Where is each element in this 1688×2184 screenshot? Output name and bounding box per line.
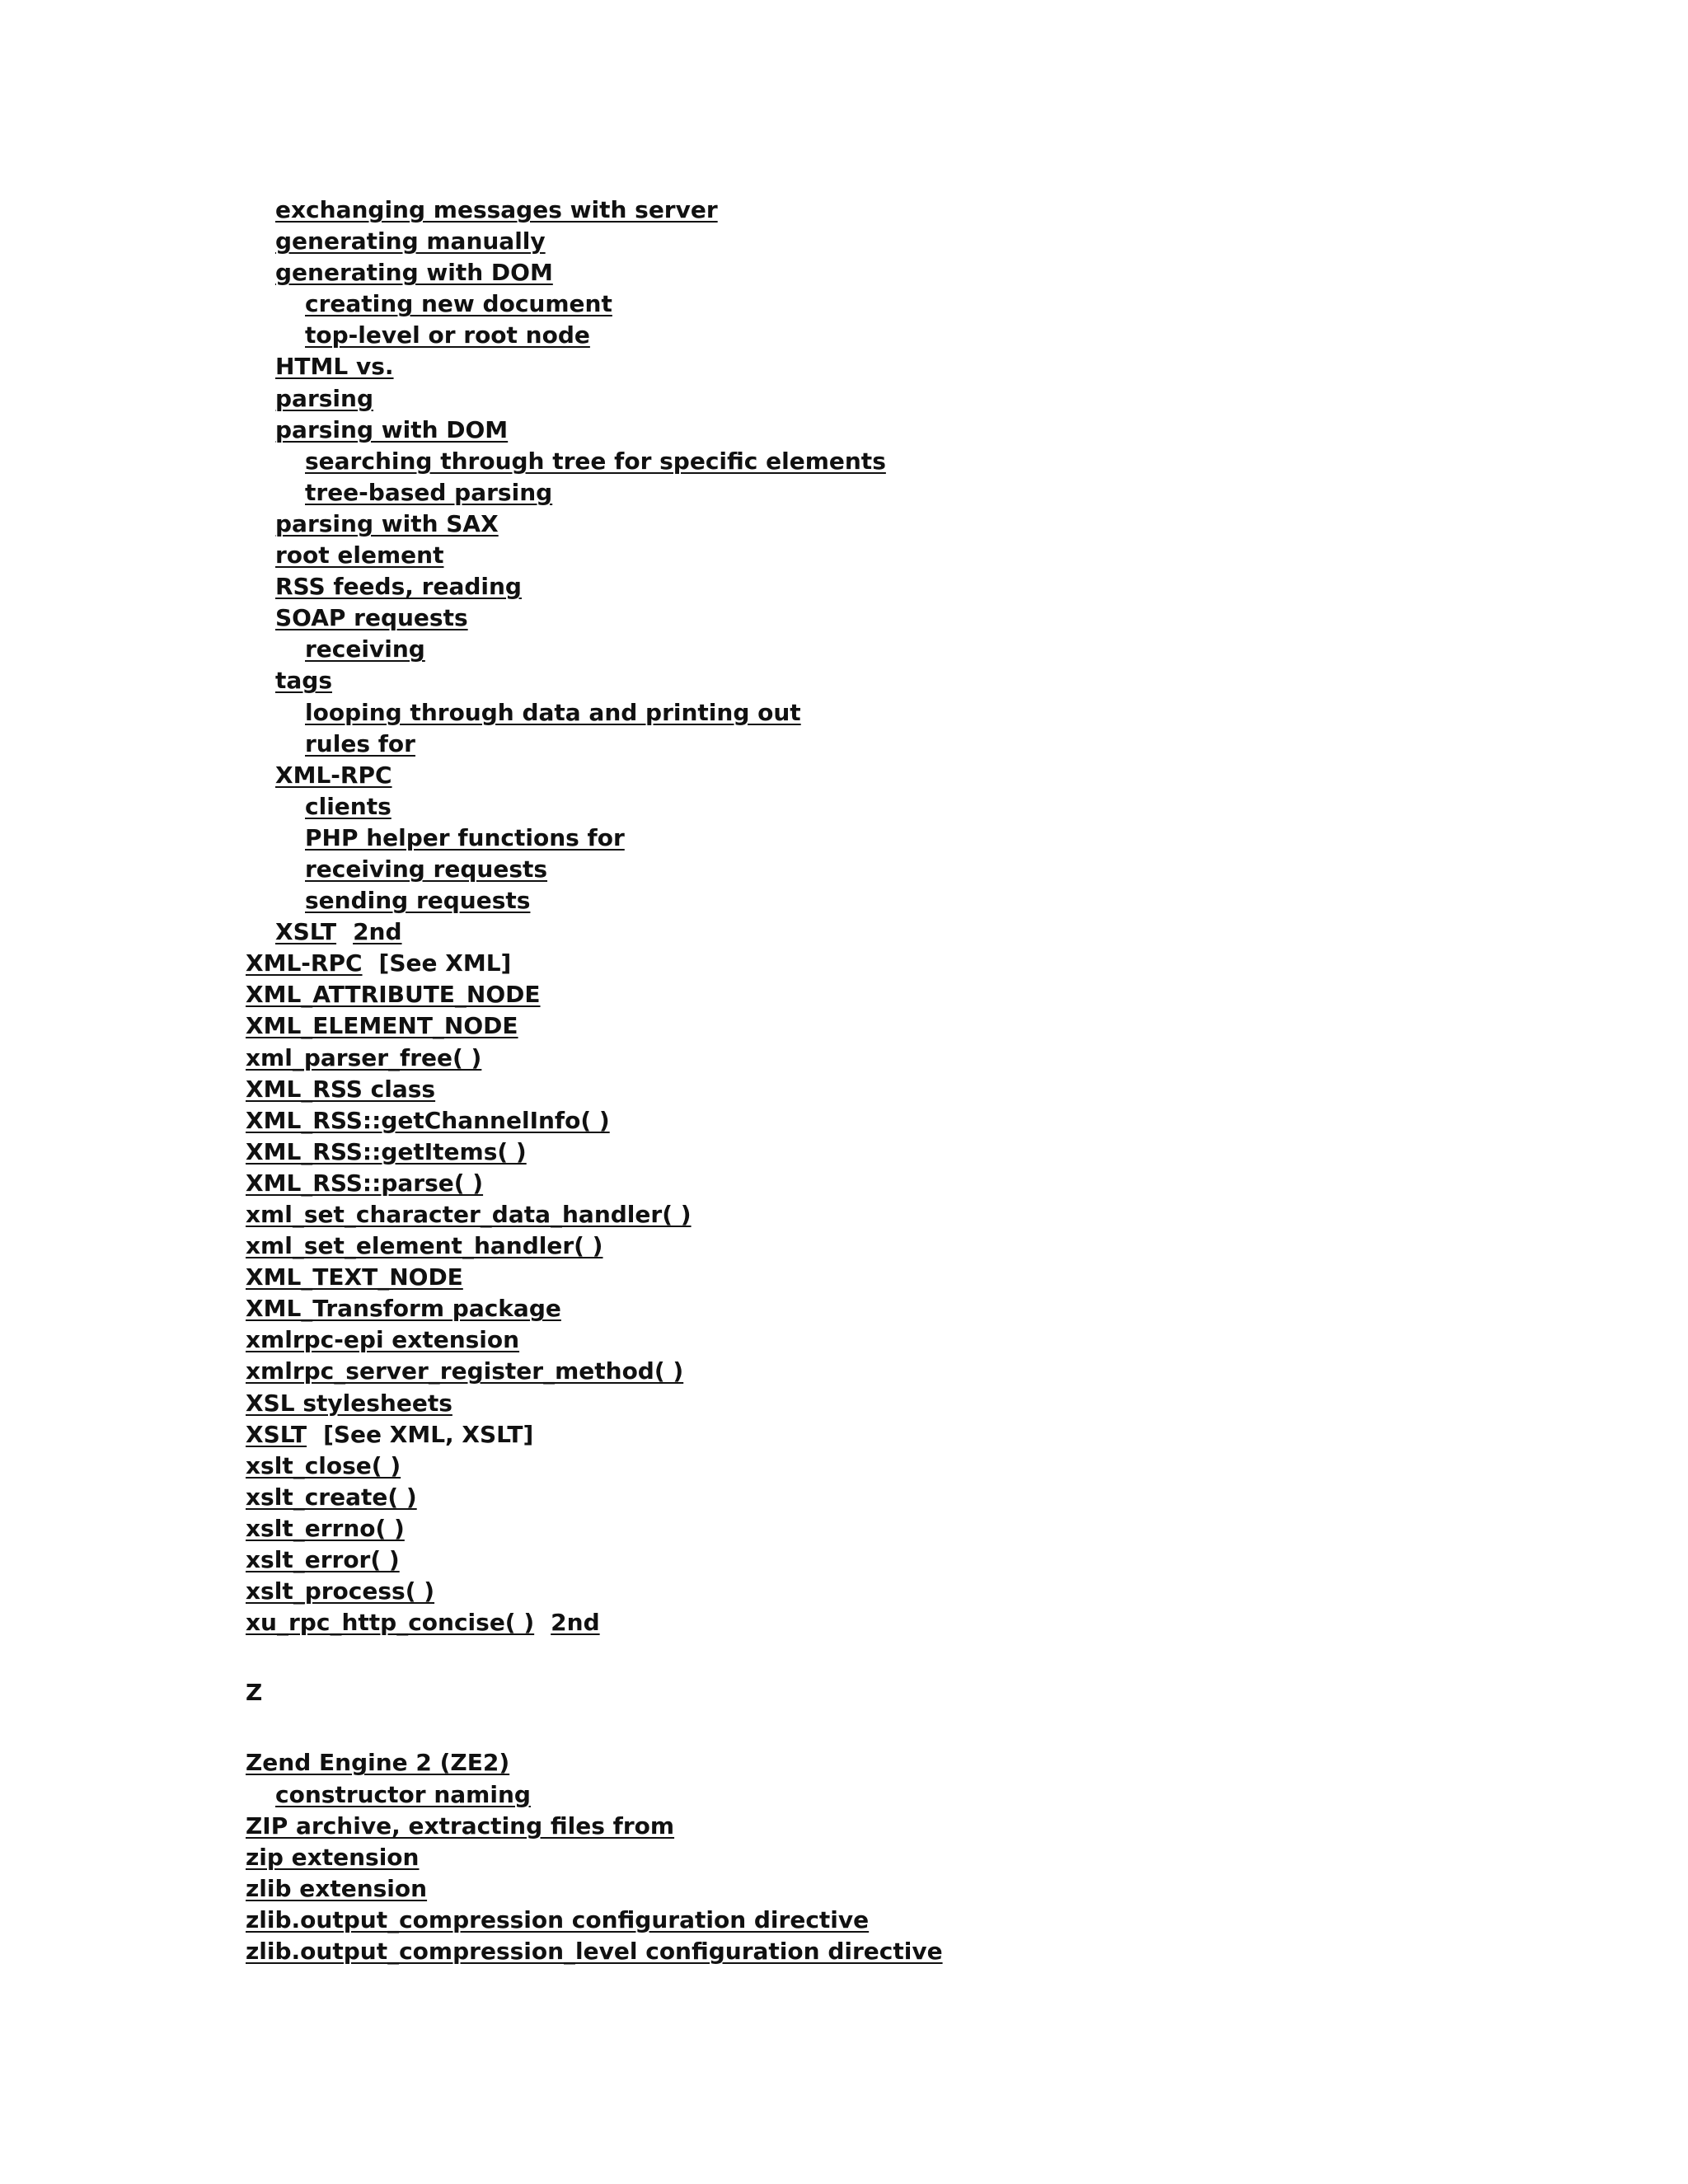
index-entry-link[interactable]: generating manually bbox=[275, 227, 546, 255]
index-entry bbox=[246, 1905, 1400, 1936]
index-entry-link[interactable]: XML_RSS::parse( ) bbox=[246, 1169, 484, 1197]
index-entry bbox=[246, 1842, 1400, 1873]
index-entry-link[interactable]: XSL stylesheets bbox=[246, 1389, 452, 1417]
index-entry-link[interactable]: RSS feeds, reading bbox=[275, 573, 522, 601]
index-entry-link[interactable]: creating new document bbox=[305, 290, 612, 318]
index-entry-link[interactable]: xu_rpc_http_concise( ) bbox=[246, 1609, 535, 1637]
index-entry bbox=[246, 729, 1400, 760]
index-entry-link[interactable]: xslt_error( ) bbox=[246, 1546, 400, 1574]
index-entry bbox=[246, 477, 1400, 509]
index-entry bbox=[246, 351, 1400, 382]
index-entry-link[interactable]: receiving bbox=[305, 635, 425, 663]
index-entry bbox=[246, 1230, 1400, 1262]
index-entry-link[interactable]: parsing with DOM bbox=[275, 415, 509, 443]
index-entry bbox=[246, 1607, 1400, 1638]
index-entry-link[interactable]: XML_Transform package bbox=[246, 1295, 561, 1323]
index-entry-link[interactable]: XML_RSS::getChannelInfo( ) bbox=[246, 1106, 610, 1134]
index-entry bbox=[246, 948, 1400, 979]
index-entry-link[interactable]: rules for bbox=[305, 729, 415, 757]
index-entry-link[interactable]: xslt_process( ) bbox=[246, 1577, 435, 1605]
section-gap bbox=[246, 1708, 1400, 1747]
index-entry-extra-link[interactable]: 2nd bbox=[353, 918, 402, 946]
index-entry bbox=[246, 320, 1400, 351]
index-entry-link[interactable]: root element bbox=[275, 541, 444, 569]
index-entry bbox=[246, 1105, 1400, 1137]
index-entry-link[interactable]: zlib extension bbox=[246, 1874, 428, 1902]
index-entry-link[interactable]: XML_RSS class bbox=[246, 1075, 436, 1103]
index-entry-link[interactable]: top-level or root node bbox=[305, 321, 590, 349]
index-entry-link[interactable]: XML_TEXT_NODE bbox=[246, 1263, 463, 1291]
index-entry-link[interactable]: PHP helper functions for bbox=[305, 823, 625, 851]
index-entry bbox=[246, 697, 1400, 729]
index-entry bbox=[246, 1199, 1400, 1230]
index-entry-link[interactable]: SOAP requests bbox=[275, 604, 468, 632]
index-entries-x bbox=[246, 194, 1400, 1638]
index-entry bbox=[246, 1324, 1400, 1356]
index-entry-link[interactable]: tags bbox=[275, 667, 332, 695]
index-entry-link[interactable]: zip extension bbox=[246, 1843, 420, 1871]
index-entry bbox=[246, 1419, 1400, 1451]
index-entry bbox=[246, 1451, 1400, 1482]
index-entry bbox=[246, 257, 1400, 288]
index-entry-link[interactable]: receiving requests bbox=[305, 855, 548, 883]
index-entry bbox=[246, 1168, 1400, 1199]
index-entry bbox=[246, 979, 1400, 1010]
index-entry bbox=[246, 1544, 1400, 1576]
index-entry bbox=[246, 1513, 1400, 1544]
index-entry bbox=[246, 288, 1400, 320]
index-entry-link[interactable]: xmlrpc_server_register_method( ) bbox=[246, 1357, 684, 1385]
index-entry bbox=[246, 665, 1400, 696]
index-entry bbox=[246, 791, 1400, 823]
index-entry-link[interactable]: zlib.output_compression configuration directive bbox=[246, 1905, 870, 1933]
index-entry bbox=[246, 1010, 1400, 1042]
index-entry bbox=[246, 854, 1400, 885]
index-entry-link[interactable]: constructor naming bbox=[275, 1780, 531, 1808]
index-entry-extra-link[interactable]: 2nd bbox=[551, 1609, 600, 1637]
index-entry bbox=[246, 916, 1400, 948]
see-also-reference: [See XML] bbox=[378, 949, 512, 977]
index-entry bbox=[246, 509, 1400, 540]
index-entry bbox=[246, 194, 1400, 226]
index-entry-link[interactable]: exchanging messages with server bbox=[275, 196, 718, 223]
index-entry-link[interactable]: XML-RPC bbox=[246, 949, 363, 977]
index-entry bbox=[246, 1576, 1400, 1607]
index-entry-link[interactable]: generating with DOM bbox=[275, 259, 553, 287]
index-entry bbox=[246, 1388, 1400, 1419]
index-entry-link[interactable]: sending requests bbox=[305, 887, 531, 915]
index-entry-link[interactable]: looping through data and printing out bbox=[305, 698, 801, 726]
index-entry-link[interactable]: HTML vs. bbox=[275, 353, 394, 381]
index-entry-link[interactable]: XSLT bbox=[275, 918, 337, 946]
index-entry bbox=[246, 885, 1400, 916]
index-entry-link[interactable]: xslt_errno( ) bbox=[246, 1514, 405, 1542]
index-entry bbox=[246, 540, 1400, 571]
index-entry bbox=[246, 1074, 1400, 1105]
index-entry-link[interactable]: xml_parser_free( ) bbox=[246, 1043, 482, 1071]
index-entry-link[interactable]: tree-based parsing bbox=[305, 478, 553, 506]
index-entry-link[interactable]: XML-RPC bbox=[275, 761, 392, 789]
index-entry bbox=[246, 823, 1400, 854]
index-entry-link[interactable]: xml_set_character_data_handler( ) bbox=[246, 1201, 692, 1228]
index-entry-link[interactable]: XML_RSS::getItems( ) bbox=[246, 1137, 527, 1165]
index-entry-link[interactable]: xslt_close( ) bbox=[246, 1451, 401, 1479]
index-entry bbox=[246, 1043, 1400, 1074]
section-gap bbox=[246, 1638, 1400, 1677]
index-entry-link[interactable]: zlib.output_compression_level configuration directive bbox=[246, 1937, 943, 1965]
index-entry bbox=[246, 1873, 1400, 1905]
index-entry bbox=[246, 1137, 1400, 1168]
section-letter-z: Z bbox=[246, 1679, 263, 1707]
index-entry bbox=[246, 571, 1400, 602]
index-entry-link[interactable]: parsing bbox=[275, 384, 373, 412]
index-entry-link[interactable]: searching through tree for specific elements bbox=[305, 447, 886, 475]
index-entry-link[interactable]: xml_set_element_handler( ) bbox=[246, 1232, 603, 1260]
index-entry-link[interactable]: parsing with SAX bbox=[275, 509, 499, 537]
index-entry bbox=[246, 634, 1400, 665]
index-entry bbox=[246, 1747, 1400, 1779]
index-entry bbox=[246, 602, 1400, 634]
index-entry-link[interactable]: xmlrpc-epi extension bbox=[246, 1326, 520, 1354]
index-page bbox=[246, 194, 1400, 1967]
index-entry bbox=[246, 1293, 1400, 1324]
index-entry bbox=[246, 383, 1400, 415]
index-entry-link[interactable]: XML_ATTRIBUTE_NODE bbox=[246, 981, 541, 1009]
see-also-reference: [See XML, XSLT] bbox=[323, 1420, 534, 1448]
index-entry bbox=[246, 226, 1400, 257]
index-entry bbox=[246, 1779, 1400, 1811]
index-entry-link[interactable]: XML_ELEMENT_NODE bbox=[246, 1012, 518, 1040]
index-entry-link[interactable]: clients bbox=[305, 792, 392, 820]
index-entry-link[interactable]: xslt_create( ) bbox=[246, 1483, 417, 1511]
index-entry bbox=[246, 1482, 1400, 1513]
index-entry-link[interactable]: XSLT bbox=[246, 1420, 307, 1448]
index-entry bbox=[246, 1936, 1400, 1967]
index-entry-link[interactable]: ZIP archive, extracting files from bbox=[246, 1811, 675, 1840]
index-entry bbox=[246, 415, 1400, 446]
index-entry bbox=[246, 760, 1400, 791]
index-entry bbox=[246, 446, 1400, 477]
index-entries-z bbox=[246, 1747, 1400, 1967]
index-entry bbox=[246, 1356, 1400, 1387]
index-entry-link[interactable]: Zend Engine 2 (ZE2) bbox=[246, 1749, 510, 1777]
index-entry bbox=[246, 1262, 1400, 1293]
index-entry bbox=[246, 1811, 1400, 1842]
